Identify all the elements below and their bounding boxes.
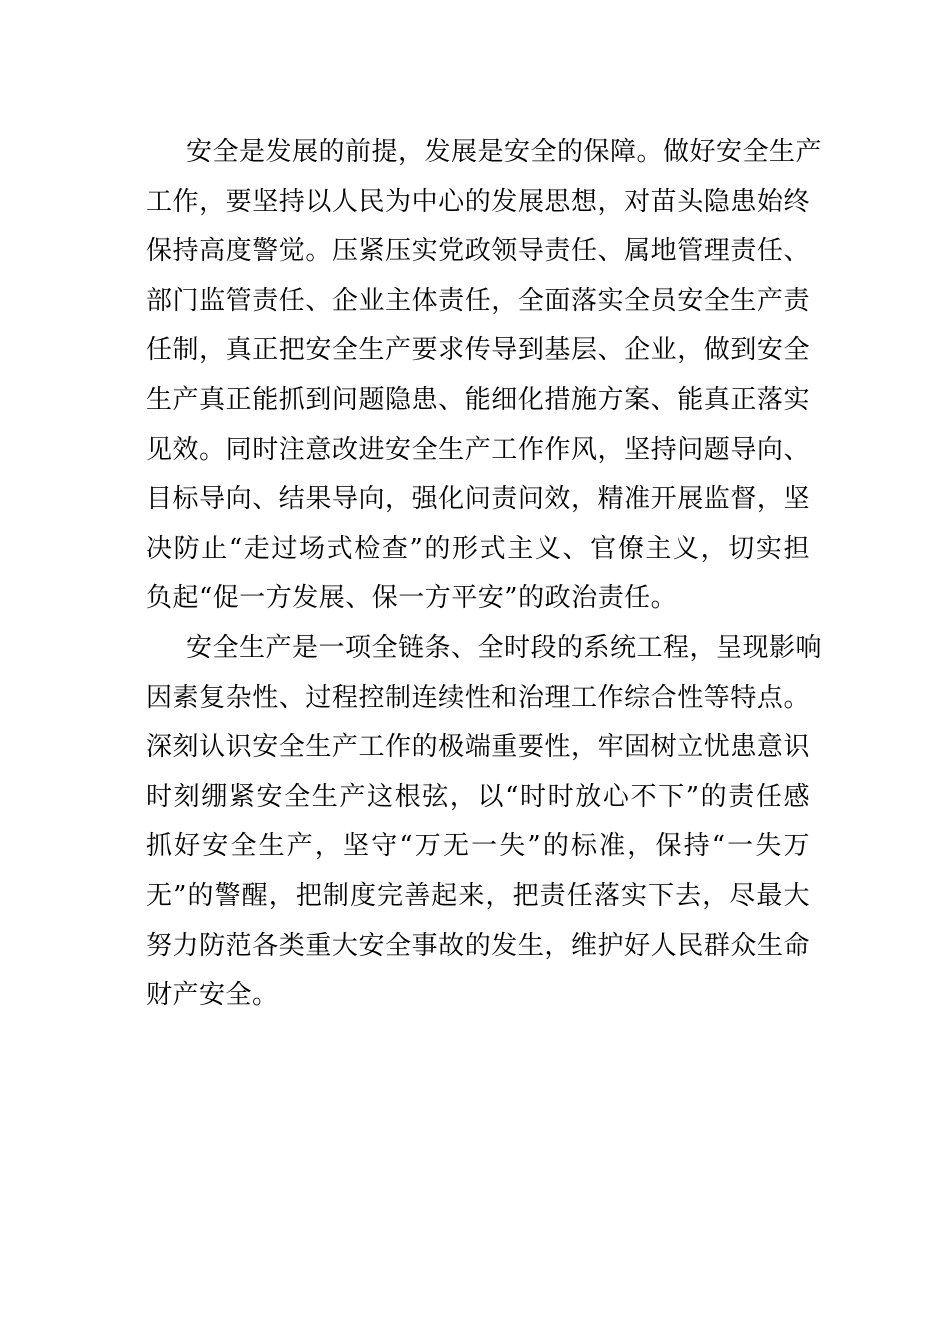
text-line: 决防止“走过场式检查”的形式主义、官僚主义，切实担 [146,533,810,564]
text-line: 生产真正能抓到问题隐患、能细化措施方案、能真正落实 [146,384,810,415]
paragraph-1 [146,128,823,624]
text-line: 见效。同时注意改进安全生产工作作风，坚持问题导向、 [146,434,810,465]
text-line: 安全生产是一项全链条、全时段的系统工程，呈现影响 [186,632,823,663]
text-line: 目标导向、结果导向，强化问责问效，精准开展监督，坚 [146,484,810,515]
text-line: 因素复杂性、过程控制连续性和治理工作综合性等特点。 [146,682,810,713]
text-line: 部门监管责任、企业主体责任，全面落实全员安全生产责 [146,285,810,316]
text-line: 任制，真正把安全生产要求传导到基层、企业，做到安全 [146,335,810,366]
text-line: 无”的警醒，把制度完善起来，把责任落实下去，尽最大 [146,880,810,911]
paragraph-2 [146,624,823,1021]
text-line: 保持高度警觉。压紧压实党政领导责任、属地管理责任、 [146,236,810,267]
text-line: 深刻认识安全生产工作的极端重要性，牢固树立忧患意识 [146,732,810,763]
document-body [146,128,823,1021]
text-line: 工作，要坚持以人民为中心的发展思想，对苗头隐患始终 [146,186,810,217]
text-line: 努力防范各类重大安全事故的发生，维护好人民群众生命 [146,930,810,961]
text-line: 安全是发展的前提，发展是安全的保障。做好安全生产 [186,137,823,167]
text-line: 抓好安全生产，坚守“万无一失”的标准，保持“一失万 [146,831,810,862]
text-line: 负起“促一方发展、保一方平安”的政治责任。 [146,583,678,614]
text-line: 财产安全。 [146,980,279,1011]
text-line: 时刻绷紧安全生产这根弦，以“时时放心不下”的责任感 [146,781,810,812]
